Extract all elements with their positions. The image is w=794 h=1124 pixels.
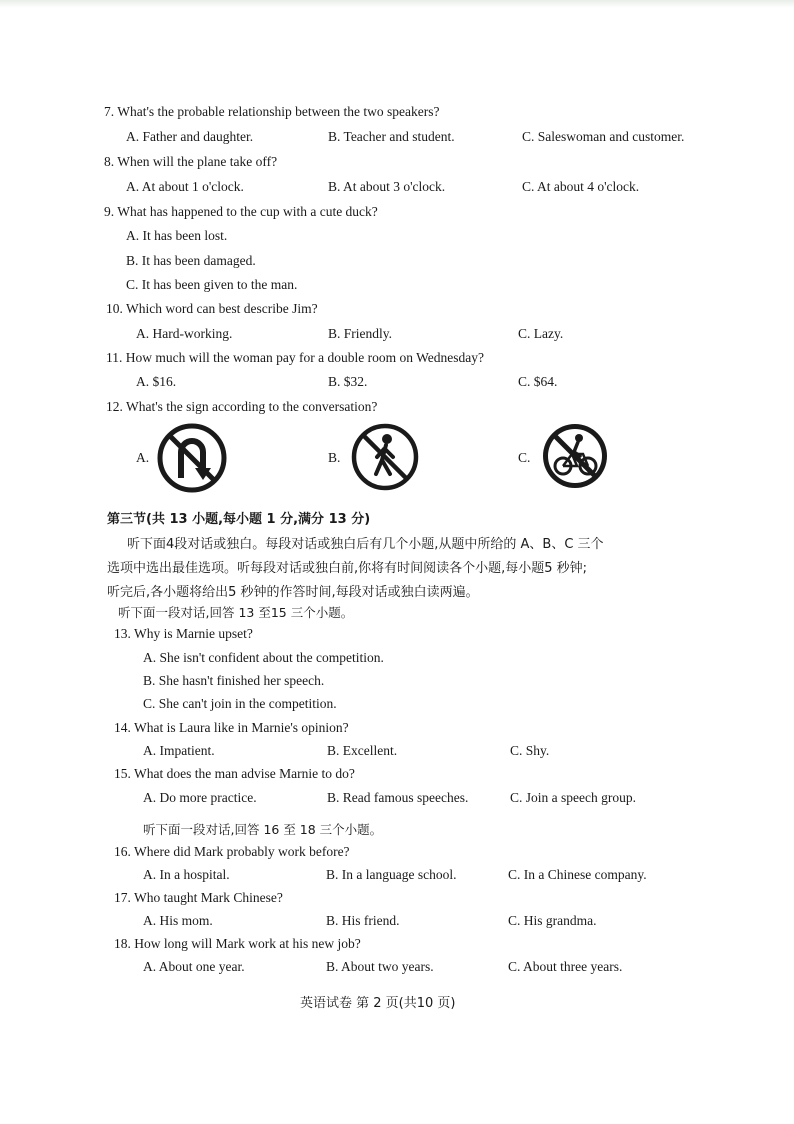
option-c: C. Saleswoman and customer. — [522, 129, 685, 144]
option-b: B. Teacher and student. — [328, 129, 455, 144]
question-text: How much will the woman pay for a double room on Wednesday? — [125, 350, 484, 365]
option-a: A. — [136, 450, 150, 465]
option-a: A. In a hospital. — [143, 867, 230, 882]
question-number: 7. — [104, 104, 115, 119]
page-footer: 英语试卷 第 2 页(共10 页) — [300, 996, 456, 1011]
scan-edge — [0, 0, 794, 8]
question-number: 16. — [114, 844, 131, 859]
group-instruction-2: 听下面一段对话,回答 16 至 18 三个小题。 — [143, 822, 383, 837]
option-c: C. — [518, 450, 531, 465]
option-a: A. Father and daughter. — [126, 129, 254, 144]
question-number: 18. — [114, 936, 131, 951]
instruction-line-1: 听下面4段对话或独白。每段对话或独白后有几个小题,从题中所给的 A、B、C 三个 — [127, 537, 604, 552]
question-number: 10. — [106, 301, 123, 316]
option-a: A. It has been lost. — [126, 228, 228, 243]
option-b: B. At about 3 o'clock. — [328, 179, 446, 194]
question-text: When will the plane take off? — [117, 154, 278, 169]
question-text: What's the sign according to the conversation? — [126, 399, 378, 414]
option-c: C. She can't join in the competition. — [143, 696, 337, 711]
option-b: B. She hasn't finished her speech. — [143, 673, 325, 688]
question-text: What's the probable relationship between the two speakers? — [117, 104, 440, 119]
option-a: A. About one year. — [143, 959, 245, 974]
option-c: C. Lazy. — [518, 326, 564, 341]
question-17 — [114, 890, 283, 906]
option-b: B. In a language school. — [326, 867, 457, 882]
option-c: C. Join a speech group. — [510, 790, 636, 805]
option-a: A. She isn't confident about the competition. — [143, 650, 384, 665]
question-text: How long will Mark work at his new job? — [134, 936, 361, 951]
instruction-line-2: 选项中选出最佳选项。听每段对话或独白前,你将有时间阅读各个小题,每小题5 秒钟; — [107, 561, 588, 576]
question-text: Where did Mark probably work before? — [134, 844, 350, 859]
option-a: A. Hard-working. — [136, 326, 233, 341]
question-16 — [114, 844, 350, 860]
option-c: C. $64. — [518, 374, 558, 389]
question-text: Which word can best describe Jim? — [126, 301, 318, 316]
option-b: B. — [328, 450, 341, 465]
question-9 — [104, 204, 378, 220]
question-13 — [114, 626, 253, 642]
option-a: A. Do more practice. — [143, 790, 257, 805]
question-number: 12. — [106, 399, 123, 414]
question-number: 8. — [104, 154, 115, 169]
instruction-line-3: 听完后,各小题将给出5 秒钟的作答时间,每段对话或独白读两遍。 — [107, 585, 479, 600]
option-c: C. About three years. — [508, 959, 623, 974]
option-c: C. It has been given to the man. — [126, 277, 298, 292]
option-a: A. His mom. — [143, 913, 213, 928]
question-11 — [106, 350, 484, 366]
question-12 — [106, 399, 377, 415]
question-text: What is Laura like in Marnie's opinion? — [134, 720, 349, 735]
question-text: Who taught Mark Chinese? — [134, 890, 283, 905]
question-number: 9. — [104, 204, 115, 219]
option-c: C. Shy. — [510, 743, 550, 758]
question-number: 15. — [114, 766, 131, 781]
question-14 — [114, 720, 349, 736]
no-pedestrians-icon — [350, 422, 420, 492]
question-number: 13. — [114, 626, 131, 641]
question-15 — [114, 766, 355, 782]
question-7 — [104, 104, 439, 120]
option-b: B. It has been damaged. — [126, 253, 256, 268]
question-text: What has happened to the cup with a cute duck? — [117, 204, 378, 219]
question-number: 14. — [114, 720, 131, 735]
no-cycling-icon — [539, 420, 611, 492]
option-b: B. Read famous speeches. — [327, 790, 469, 805]
option-b: B. $32. — [328, 374, 368, 389]
question-8 — [104, 154, 277, 170]
option-c: C. At about 4 o'clock. — [522, 179, 640, 194]
no-u-turn-icon — [156, 422, 228, 494]
option-b: B. About two years. — [326, 959, 434, 974]
option-a: A. $16. — [136, 374, 177, 389]
question-text: Why is Marnie upset? — [134, 626, 253, 641]
option-b: B. His friend. — [326, 913, 400, 928]
question-number: 17. — [114, 890, 131, 905]
option-b: B. Excellent. — [327, 743, 398, 758]
option-a: A. Impatient. — [143, 743, 215, 758]
question-number: 11. — [106, 350, 123, 365]
option-c: C. In a Chinese company. — [508, 867, 647, 882]
option-a: A. At about 1 o'clock. — [126, 179, 244, 194]
question-18 — [114, 936, 361, 952]
option-c: C. His grandma. — [508, 913, 597, 928]
question-text: What does the man advise Marnie to do? — [134, 766, 355, 781]
group-instruction-1: 听下面一段对话,回答 13 至15 三个小题。 — [118, 605, 354, 620]
question-10 — [106, 301, 318, 317]
option-b: B. Friendly. — [328, 326, 392, 341]
section-heading: 第三节(共 13 小题,每小题 1 分,满分 13 分) — [107, 512, 371, 527]
